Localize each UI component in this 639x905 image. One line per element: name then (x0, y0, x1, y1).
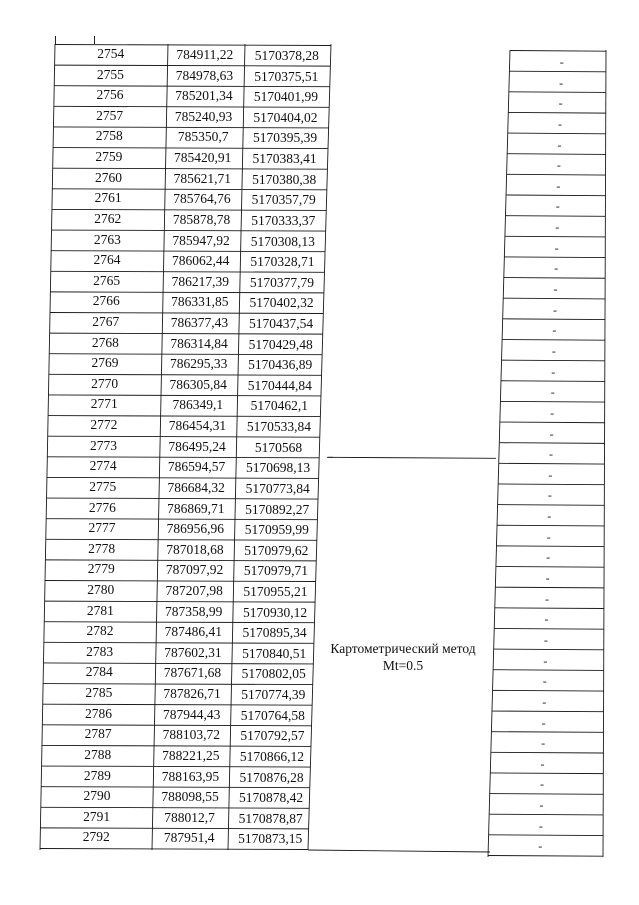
mark-cell: - (558, 96, 563, 111)
coordinate-y: 5170533,84 (246, 419, 311, 435)
point-number: 2759 (95, 149, 123, 165)
coordinate-x: 787018,68 (166, 541, 224, 557)
coordinate-x: 785764,76 (173, 191, 231, 207)
mark-cell: - (539, 777, 544, 792)
coordinate-y: 5170308,13 (250, 233, 315, 249)
point-number: 2786 (85, 705, 112, 721)
point-number: 2763 (93, 231, 121, 247)
coordinate-x: 787207,98 (165, 583, 223, 598)
coordinate-x: 786869,71 (167, 500, 225, 516)
coordinate-x: 786495,24 (168, 438, 226, 454)
point-number: 2775 (89, 478, 117, 494)
point-number: 2762 (94, 210, 122, 226)
coordinate-x: 786956,96 (166, 521, 225, 537)
coordinate-y: 5170402,32 (249, 295, 314, 311)
mark-cell: - (542, 694, 547, 709)
mark-cell: - (541, 736, 546, 751)
coordinate-x: 788098,55 (161, 789, 219, 805)
coordinate-y: 5170444,84 (247, 377, 312, 393)
point-number: 2760 (95, 169, 122, 185)
coordinate-y: 5170328,71 (250, 254, 315, 270)
point-number: 2768 (91, 334, 119, 350)
mark-cell: - (552, 323, 557, 338)
coordinate-y: 5170959,99 (244, 522, 309, 538)
point-number: 2774 (89, 458, 117, 474)
mark-cell: - (559, 55, 564, 69)
coordinate-x: 784978,63 (175, 67, 234, 83)
mark-cell: - (542, 674, 547, 689)
point-number: 2780 (87, 582, 115, 597)
method-label-line2: Mt=0.5 (382, 658, 424, 673)
mark-cell: - (540, 756, 545, 771)
point-number: 2789 (83, 767, 111, 783)
point-number: 2770 (91, 375, 119, 391)
coordinate-x: 785947,92 (172, 232, 230, 248)
coordinate-y: 5170979,71 (243, 563, 308, 579)
coordinate-x: 788012,7 (164, 809, 215, 825)
coordinate-y: 5170802,05 (241, 666, 306, 682)
coordinate-x: 786295,33 (169, 356, 228, 372)
mark-cell: - (556, 158, 561, 173)
coordinate-y: 5170429,48 (248, 336, 313, 352)
point-number: 2757 (96, 107, 124, 123)
point-number: 2756 (96, 87, 124, 103)
mark-cell: - (555, 220, 560, 235)
coordinate-x: 785201,34 (175, 88, 233, 104)
mark-cell: - (543, 632, 548, 647)
mark-cell: - (553, 282, 558, 297)
top-edge-fragment (55, 36, 95, 44)
mark-cell: - (543, 653, 548, 668)
mark-cell: - (544, 612, 549, 627)
mark-cell: - (557, 137, 562, 152)
point-number: 2761 (94, 190, 122, 206)
point-number: 2781 (86, 602, 114, 618)
mark-cell: - (548, 467, 553, 482)
coordinate-y: 5170876,28 (239, 769, 304, 785)
coordinate-y: 5170380,38 (252, 171, 317, 187)
coordinate-y: 5170866,12 (239, 748, 305, 764)
mark-cell: - (559, 75, 564, 90)
coordinate-y: 5170930,12 (242, 604, 308, 620)
coordinate-x: 785240,93 (174, 108, 233, 124)
coordinate-x: 787951,4 (163, 830, 215, 846)
point-number: 2776 (88, 499, 116, 515)
coordinate-x: 786594,57 (167, 459, 226, 475)
coordinate-x: 786217,39 (171, 273, 229, 289)
point-number: 2772 (90, 417, 118, 433)
coordinate-y: 5170892,27 (245, 501, 310, 517)
coordinate-y: 5170698,13 (246, 460, 311, 476)
coordinate-x: 787097,92 (165, 562, 224, 578)
coordinate-y: 5170333,37 (251, 212, 316, 228)
coordinate-x: 786305,84 (169, 376, 227, 392)
point-number: 2788 (84, 746, 112, 762)
coordinate-y: 5170773,84 (245, 480, 310, 496)
method-label-line1: Картометрический метод (330, 641, 476, 656)
coordinate-y: 5170378,28 (254, 48, 319, 63)
coordinate-x: 785350,7 (177, 129, 229, 145)
mark-cell: - (552, 302, 557, 317)
coordinate-y: 5170840,51 (242, 645, 307, 661)
coordinate-x: 788103,72 (162, 727, 220, 743)
coordinate-x: 788163,95 (161, 768, 220, 784)
coordinate-y: 5170774,39 (241, 687, 306, 703)
point-number: 2782 (86, 623, 114, 639)
coordinate-y: 5170568 (254, 439, 303, 455)
method-label (318, 640, 488, 674)
mark-cell: - (545, 591, 550, 606)
coordinate-y: 5170395,39 (252, 130, 318, 146)
point-number: 2791 (83, 808, 111, 824)
coordinate-y: 5170375,51 (254, 68, 319, 84)
coordinate-y: 5170357,79 (251, 192, 316, 208)
point-number: 2766 (92, 293, 120, 309)
mark-cell: - (547, 488, 552, 503)
point-number: 2771 (90, 396, 118, 412)
coordinate-x: 786314,84 (170, 335, 228, 351)
point-number: 2778 (88, 540, 116, 556)
mark-cell: - (550, 385, 555, 400)
coordinate-x: 784911,22 (176, 47, 234, 62)
mark-cell: - (539, 798, 544, 813)
coordinate-x: 787671,68 (163, 665, 222, 681)
point-number: 2777 (88, 520, 116, 536)
point-number: 2758 (95, 128, 123, 144)
mark-cell: - (546, 550, 551, 565)
coordinate-x: 786062,44 (172, 253, 230, 269)
coordinate-y: 5170383,41 (252, 151, 317, 167)
point-number: 2754 (97, 46, 125, 61)
mark-cell: - (538, 839, 543, 854)
mark-cell: - (547, 509, 552, 524)
coordinate-x: 785420,91 (174, 150, 232, 166)
point-number: 2785 (85, 685, 113, 701)
mark-cell: - (541, 715, 546, 730)
coordinate-x: 787944,43 (162, 706, 221, 722)
coordinate-x: 785621,71 (173, 170, 232, 186)
mark-cell: - (538, 818, 543, 833)
coordinate-x: 786349,1 (172, 397, 224, 413)
point-number: 2773 (90, 437, 117, 453)
mark-cell: - (549, 426, 554, 441)
coordinate-x: 787358,99 (165, 603, 223, 619)
coordinate-y: 5170878,42 (239, 790, 304, 806)
point-number: 2790 (83, 788, 111, 804)
point-number: 2779 (87, 561, 115, 577)
coordinate-x: 786331,85 (171, 294, 229, 310)
mark-cell: - (554, 240, 559, 255)
coordinate-x: 786377,43 (170, 315, 229, 330)
coordinate-y: 5170377,79 (249, 274, 315, 290)
coordinate-x: 788221,25 (162, 747, 220, 763)
point-number: 2764 (93, 252, 121, 268)
mark-cell: - (556, 178, 561, 193)
coordinate-y: 5170462,1 (250, 398, 309, 414)
point-number: 2765 (93, 272, 121, 288)
mark-cell: - (555, 199, 560, 214)
coordinate-y: 5170955,21 (243, 584, 308, 599)
coordinate-y: 5170792,57 (240, 728, 305, 744)
point-number: 2767 (92, 314, 120, 329)
mark-cell: - (546, 529, 551, 544)
mark-cell: - (558, 116, 563, 131)
coordinate-y: 5170437,54 (249, 316, 314, 331)
mark-cell: - (545, 571, 550, 586)
coordinate-x: 787486,41 (164, 624, 222, 640)
point-number: 2769 (91, 355, 119, 371)
mark-cell: - (550, 405, 555, 420)
coordinate-y: 5170436,89 (248, 357, 313, 373)
coordinate-x: 786454,31 (168, 418, 227, 434)
coordinate-y: 5170979,62 (244, 542, 309, 558)
mark-cell: - (551, 364, 556, 379)
coordinate-y: 5170873,15 (238, 831, 303, 847)
coordinate-y: 5170764,58 (240, 707, 305, 723)
coordinate-x: 786684,32 (167, 479, 225, 495)
mark-cell: - (551, 343, 556, 358)
point-number: 2787 (84, 726, 112, 742)
point-number: 2792 (82, 829, 110, 845)
mark-cell: - (554, 261, 559, 276)
point-number: 2784 (85, 664, 113, 680)
coordinate-y: 5170878,87 (238, 810, 303, 826)
coordinate-y: 5170895,34 (242, 625, 307, 641)
point-number: 2755 (96, 66, 124, 82)
coordinate-y: 5170401,99 (253, 89, 318, 105)
point-number: 2783 (86, 643, 114, 659)
coordinate-y: 5170404,02 (253, 109, 318, 125)
coordinate-x: 785878,78 (172, 211, 231, 227)
mark-cell: - (549, 447, 553, 462)
coordinate-x: 787602,31 (164, 644, 222, 660)
coordinate-x: 787826,71 (163, 686, 221, 702)
